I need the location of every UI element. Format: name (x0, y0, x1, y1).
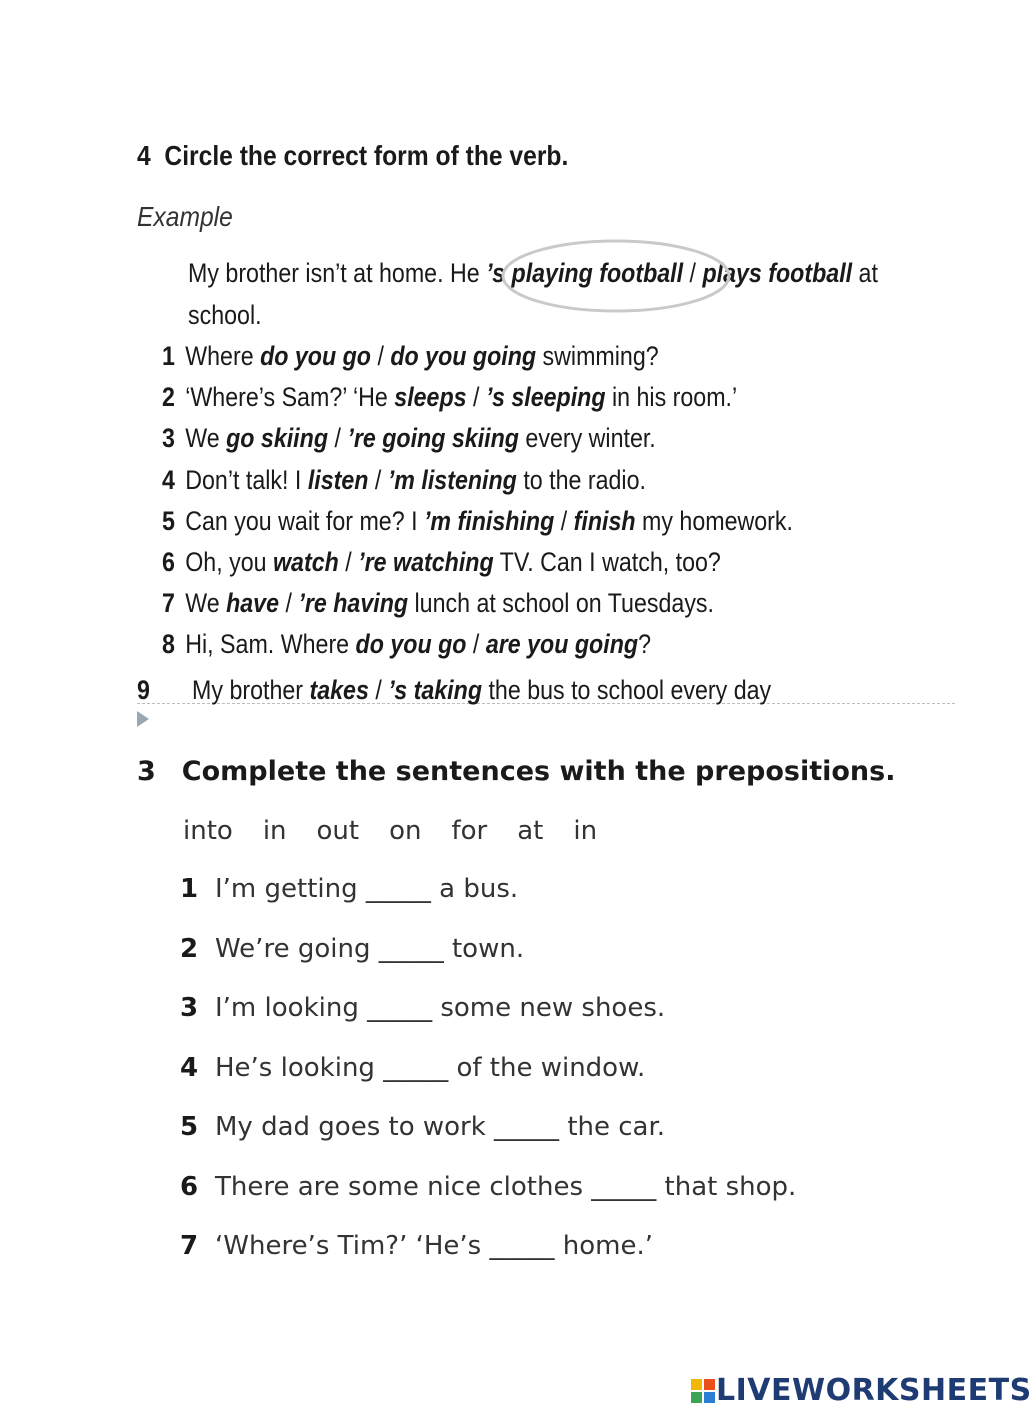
exercise3-item (180, 1112, 665, 1142)
option-separator: / (466, 629, 486, 660)
exercise4-item (162, 465, 646, 496)
item-text: to the radio. (516, 464, 646, 495)
word-bank-item: in (573, 816, 598, 846)
exercise4-item (162, 423, 656, 454)
option-separator: / (328, 423, 348, 454)
item-text: We’re going _____ town. (215, 933, 525, 964)
exercise3-item (180, 934, 524, 964)
item-text: Where (185, 341, 261, 371)
item-text: ‘Where’s Sam?’ ‘He (185, 382, 395, 413)
exercise3-item (180, 1172, 796, 1202)
verb-option: ’m finishing (423, 505, 555, 536)
word-bank-item: in (262, 816, 287, 846)
exercise3-number: 3 (137, 756, 156, 787)
exercise3-item (180, 993, 665, 1023)
exercise3-item (180, 1231, 653, 1261)
exercise4-number: 4 (137, 140, 151, 171)
item-text: I’m looking _____ some new shoes. (215, 993, 666, 1023)
example-option-2: plays football (702, 258, 853, 288)
option-separator: / (279, 588, 299, 619)
exercise3-heading (137, 756, 895, 787)
item-text: every winter. (518, 423, 656, 454)
exercise4-item (162, 382, 737, 413)
item-number: 5 (162, 505, 175, 536)
word-bank (183, 816, 627, 846)
item-text: lunch at school on Tuesdays. (408, 588, 714, 619)
item-text: ‘Where’s Tim?’ ‘He’s _____ home.’ (215, 1231, 653, 1261)
verb-option: ’re watching (358, 547, 494, 577)
item-number: 8 (162, 629, 175, 660)
exercise4-heading (137, 140, 568, 172)
verb-option: are you going (485, 629, 639, 660)
item-number: 4 (162, 464, 175, 495)
exercise4-item (162, 547, 721, 578)
exercise4-item (162, 506, 793, 537)
item-text: Can you wait for me? I (185, 505, 424, 536)
option-separator: / (554, 505, 574, 536)
word-bank-item: into (183, 816, 233, 846)
example-option-circled: ’s playing football (486, 258, 684, 288)
arrow-marker-icon (137, 711, 149, 727)
item-text: We (185, 423, 227, 454)
verb-option: ’s sleeping (485, 382, 606, 413)
item-number: 4 (180, 1052, 199, 1083)
word-bank-item: at (517, 816, 544, 846)
exercise4-title: Circle the correct form of the verb. (164, 140, 569, 171)
liveworksheets-logo (690, 1373, 1032, 1408)
verb-option: do you go (260, 341, 371, 371)
item-number: 6 (180, 1171, 199, 1202)
item-text: Hi, Sam. Where (185, 629, 356, 660)
item-text: He’s looking _____ of the window. (215, 1052, 646, 1083)
exercise3-item (180, 1053, 645, 1083)
item-text: Oh, you (185, 547, 273, 577)
example-sentence: My brother isn’t at home. He ’s playing football / plays football at (188, 258, 878, 288)
item-text: There are some nice clothes _____ that shop. (215, 1171, 797, 1202)
item-number: 2 (180, 933, 199, 964)
verb-option: do you going (390, 341, 537, 371)
exercise3-title: Complete the sentences with the prepositions. (181, 756, 896, 787)
verb-option: do you go (355, 629, 467, 660)
example-answer-circle (498, 236, 734, 316)
item-number: 3 (180, 993, 199, 1023)
verb-option: ’re going skiing (347, 423, 519, 454)
item-text: ? (638, 629, 652, 660)
example-label: Example (137, 201, 233, 232)
item-text: I’m getting _____ a bus. (215, 874, 519, 904)
verb-option: sleeps (394, 382, 467, 413)
verb-option: ’m listening (387, 464, 517, 495)
word-bank-item: on (389, 816, 422, 846)
logo-mark-icon (690, 1377, 716, 1405)
item-number: 7 (180, 1231, 199, 1261)
logo-text: LIVEWORKSHEETS (716, 1373, 1032, 1408)
verb-option: finish (573, 505, 636, 536)
option-separator: / (338, 547, 359, 577)
verb-option: go skiing (226, 423, 329, 454)
item-text: We (185, 588, 227, 619)
exercise4-item (162, 629, 651, 660)
exercise3-item (180, 874, 518, 904)
item-text: my homework. (635, 505, 793, 536)
exercise4-item (162, 588, 714, 619)
verb-option: watch (272, 547, 339, 577)
verb-option: listen (307, 464, 369, 495)
item-number: 5 (180, 1112, 199, 1142)
item-number: 3 (162, 423, 175, 454)
word-bank-item: for (451, 816, 488, 846)
item-number: 7 (162, 588, 175, 619)
item-text: TV. Can I watch, too? (493, 547, 721, 577)
item-text: swimming? (536, 341, 659, 371)
option-separator: / (368, 464, 388, 495)
exercise4-item-9: 9 My brother takes / ’s taking the bus to school every day (137, 675, 772, 705)
item-text: Don’t talk! I (185, 464, 308, 495)
option-separator: / (466, 382, 486, 413)
item-text: in his room.’ (605, 382, 738, 413)
exercise4-item (162, 341, 659, 372)
verb-option: have (226, 588, 280, 619)
item-number: 1 (162, 341, 175, 371)
item-number: 6 (162, 547, 175, 577)
verb-option: ’re having (298, 588, 409, 619)
item-text: My dad goes to work _____ the car. (215, 1112, 666, 1142)
example-sentence-line2: school. (188, 300, 262, 330)
item-number: 2 (162, 382, 175, 413)
item-number: 1 (180, 874, 199, 904)
option-separator: / (370, 341, 391, 371)
word-bank-item: out (316, 816, 360, 846)
